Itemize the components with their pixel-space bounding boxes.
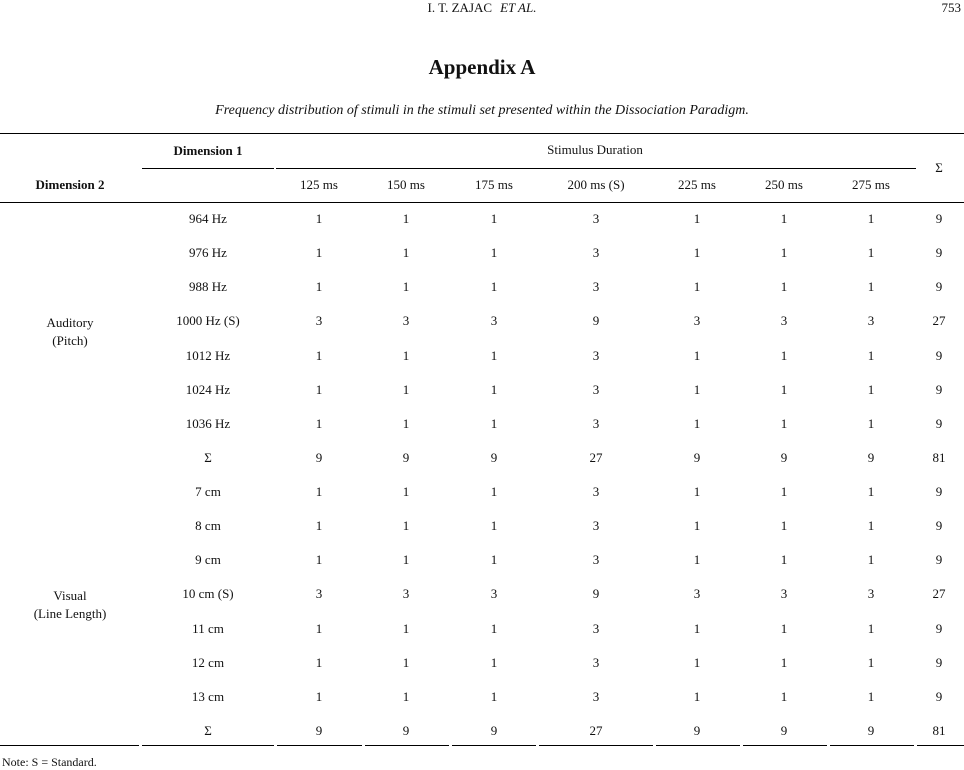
table-cell: 1 (867, 211, 875, 226)
table-cell: 1 (402, 347, 410, 363)
table-cell: 1 (780, 654, 788, 670)
table-top-rule (0, 133, 964, 134)
row-total-cell: 27 (932, 586, 946, 602)
running-head-et-al: ET AL. (500, 0, 537, 15)
table-cell: 1 (402, 518, 410, 534)
row-label: 10 cm (S) (182, 586, 234, 602)
table-cell: 1 (315, 484, 323, 500)
table-cell: 1 (693, 245, 701, 261)
table-cell: 3 (592, 415, 600, 431)
row-label: 8 cm (195, 518, 221, 534)
table-cell: 9 (592, 313, 600, 329)
table-cell: 1 (867, 245, 875, 261)
table-cell: 1 (867, 518, 875, 534)
table-cell: 1 (867, 688, 875, 704)
table-cell: 1 (780, 620, 788, 636)
table-cell: 1 (315, 552, 323, 568)
table-cell: 9 (315, 449, 323, 465)
appendix-title: Appendix A (428, 55, 536, 79)
table-cell: 1 (315, 518, 323, 534)
row-total-cell: 9 (935, 347, 943, 363)
table-cell: 3 (592, 245, 600, 261)
table-cell: 3 (490, 586, 498, 602)
row-label: 1036 Hz (185, 415, 231, 431)
table-cell: 9 (693, 449, 701, 465)
group-subname: (Line Length) (33, 605, 107, 621)
running-head (0, 0, 964, 16)
table-cell: 1 (780, 245, 788, 261)
running-head-authors: I. T. ZAJAC ET AL. (427, 0, 537, 15)
table-cell: 1 (780, 518, 788, 534)
table-cell: 1 (402, 484, 410, 500)
table-cell: 27 (589, 449, 603, 465)
table-cell: 3 (592, 347, 600, 363)
table-caption: Frequency distribution of stimuli in the stimuli set presented within the Dissociation Paradigm. (215, 103, 749, 118)
column-header: 200 ms (S) (567, 177, 625, 192)
table-cell: 1 (867, 381, 875, 397)
table-cell: 1 (780, 415, 788, 431)
row-total-cell: 9 (935, 518, 943, 534)
table-cell: 1 (402, 415, 410, 431)
table-cell: 9 (867, 722, 875, 738)
sum-row-label: Σ (204, 722, 212, 738)
table-cell: 1 (867, 415, 875, 431)
table-cell: 3 (592, 688, 600, 704)
row-total-cell: 81 (932, 449, 946, 465)
table-cell: 1 (693, 484, 701, 500)
table-cell: 1 (867, 620, 875, 636)
table-cell: 3 (867, 313, 875, 329)
table-cell: 1 (693, 518, 701, 534)
table-cell: 1 (693, 279, 701, 295)
row-total-cell: 27 (932, 313, 946, 329)
row-total-cell: 9 (935, 245, 943, 261)
table-cell: 9 (780, 449, 788, 465)
group-name: Visual (53, 587, 87, 603)
table-cell: 1 (315, 279, 323, 295)
row-total-cell: 9 (935, 415, 943, 431)
table-cell: 1 (315, 245, 323, 261)
group-header-rule (276, 168, 916, 169)
column-header: 150 ms (387, 177, 425, 192)
bottom-rule-segment (539, 745, 653, 746)
table-cell: 1 (490, 415, 498, 431)
table-cell: 3 (780, 313, 788, 329)
table-cell: 9 (780, 722, 788, 738)
table-cell: 9 (402, 449, 410, 465)
table-cell: 3 (592, 518, 600, 534)
table-cell: 1 (780, 484, 788, 500)
table-cell: 9 (490, 449, 498, 465)
table-cell: 9 (315, 722, 323, 738)
table-cell: 1 (490, 347, 498, 363)
row-total-cell: 9 (935, 688, 943, 704)
table-cell: 3 (490, 313, 498, 329)
table-cell: 3 (592, 484, 600, 500)
dimension2-header: Dimension 2 (35, 177, 105, 192)
row-total-cell: 9 (935, 279, 943, 295)
table-cell: 1 (402, 688, 410, 704)
table-cell: 1 (490, 552, 498, 568)
table-note: Note: S = Standard. (2, 755, 97, 769)
bottom-rule-segment (0, 745, 139, 746)
row-total-cell: 9 (935, 484, 943, 500)
table-cell: 3 (592, 654, 600, 670)
table-cell: 9 (402, 722, 410, 738)
table-cell: 3 (592, 620, 600, 636)
table-cell: 3 (693, 586, 701, 602)
table-cell: 1 (693, 211, 701, 226)
column-header: 125 ms (300, 177, 338, 192)
row-label: 1012 Hz (185, 347, 231, 363)
table-cell: 1 (315, 415, 323, 431)
row-total-cell: 9 (935, 552, 943, 568)
table-cell: 1 (867, 347, 875, 363)
table-cell: 3 (592, 552, 600, 568)
table-cell: 1 (780, 688, 788, 704)
table-cell: 1 (780, 381, 788, 397)
table-cell: 3 (315, 313, 323, 329)
table-cell: 3 (780, 586, 788, 602)
table-cell: 1 (693, 347, 701, 363)
group-name: Auditory (46, 314, 94, 330)
table-cell: 1 (780, 279, 788, 295)
bottom-rule-segment (743, 745, 827, 746)
table-cell: 3 (315, 586, 323, 602)
sum-row-label: Σ (204, 449, 212, 465)
table-cell: 1 (780, 211, 788, 226)
bottom-rule-segment (277, 745, 362, 746)
row-label: 964 Hz (189, 211, 227, 226)
bottom-rule-segment (365, 745, 449, 746)
row-total-cell: 9 (935, 620, 943, 636)
table-cell: 27 (589, 722, 603, 738)
bottom-rule-segment (142, 745, 274, 746)
table-cell: 1 (780, 347, 788, 363)
table-cell: 1 (490, 620, 498, 636)
table-cell: 1 (490, 518, 498, 534)
table-cell: 1 (867, 484, 875, 500)
table-cell: 1 (402, 279, 410, 295)
table-cell: 1 (402, 211, 410, 226)
table-cell: 1 (490, 279, 498, 295)
row-total-cell: 9 (935, 381, 943, 397)
table-cell: 3 (402, 313, 410, 329)
dimension1-header: Dimension 1 (173, 143, 243, 158)
row-total-cell: 81 (932, 722, 946, 738)
row-label: 988 Hz (189, 279, 227, 295)
table-cell: 1 (315, 381, 323, 397)
column-header: 275 ms (852, 177, 890, 192)
row-total-cell: 9 (935, 654, 943, 670)
table-cell: 1 (402, 381, 410, 397)
table-cell: 1 (867, 654, 875, 670)
table-cell: 1 (490, 654, 498, 670)
table-cell: 1 (867, 279, 875, 295)
table-cell: 9 (693, 722, 701, 738)
dimension1-rule (142, 168, 274, 169)
row-label: 1024 Hz (185, 381, 231, 397)
table-cell: 1 (402, 654, 410, 670)
row-label: 11 cm (192, 620, 224, 636)
row-label: 976 Hz (189, 245, 227, 261)
table-cell: 1 (693, 688, 701, 704)
bottom-rule-segment (917, 745, 964, 746)
table-cell: 1 (490, 211, 498, 226)
table-cell: 1 (693, 381, 701, 397)
table-cell: 1 (693, 620, 701, 636)
row-label: 9 cm (195, 552, 221, 568)
bottom-rule-segment (452, 745, 536, 746)
row-label: 7 cm (195, 484, 221, 500)
table-cell: 1 (693, 654, 701, 670)
table-cell: 1 (490, 484, 498, 500)
header-bottom-rule (0, 202, 964, 203)
table-cell: 1 (402, 552, 410, 568)
table-cell: 1 (693, 552, 701, 568)
sum-column-header: Σ (935, 160, 943, 175)
bottom-rule-segment (830, 745, 914, 746)
table-cell: 1 (315, 688, 323, 704)
table-cell: 3 (402, 586, 410, 602)
table-cell: 9 (867, 449, 875, 465)
table-cell: 9 (490, 722, 498, 738)
table-cell: 3 (693, 313, 701, 329)
bottom-rule-segment (656, 745, 740, 746)
table-cell: 1 (315, 211, 323, 226)
table-cell: 1 (490, 688, 498, 704)
table-cell: 3 (592, 381, 600, 397)
table-cell: 1 (490, 245, 498, 261)
row-label: 13 cm (191, 688, 225, 704)
table-cell: 1 (315, 654, 323, 670)
stimulus-duration-header: Stimulus Duration (547, 142, 643, 157)
row-label: 1000 Hz (S) (176, 313, 240, 329)
group-subname: (Pitch) (52, 332, 88, 348)
table-cell: 3 (592, 279, 600, 295)
table-cell: 1 (315, 347, 323, 363)
row-label: 12 cm (191, 654, 225, 670)
table-cell: 9 (592, 586, 600, 602)
table-cell: 1 (402, 245, 410, 261)
column-header: 225 ms (678, 177, 716, 192)
table-cell: 3 (867, 586, 875, 602)
table-cell: 1 (867, 552, 875, 568)
column-header: 250 ms (765, 177, 803, 192)
table-cell: 3 (592, 211, 600, 226)
table-cell: 1 (315, 620, 323, 636)
row-total-cell: 9 (935, 211, 943, 226)
table-cell: 1 (693, 415, 701, 431)
table-cell: 1 (490, 381, 498, 397)
table-cell: 1 (402, 620, 410, 636)
column-header: 175 ms (475, 177, 513, 192)
page-number: 753 (941, 0, 961, 15)
table-cell: 1 (780, 552, 788, 568)
